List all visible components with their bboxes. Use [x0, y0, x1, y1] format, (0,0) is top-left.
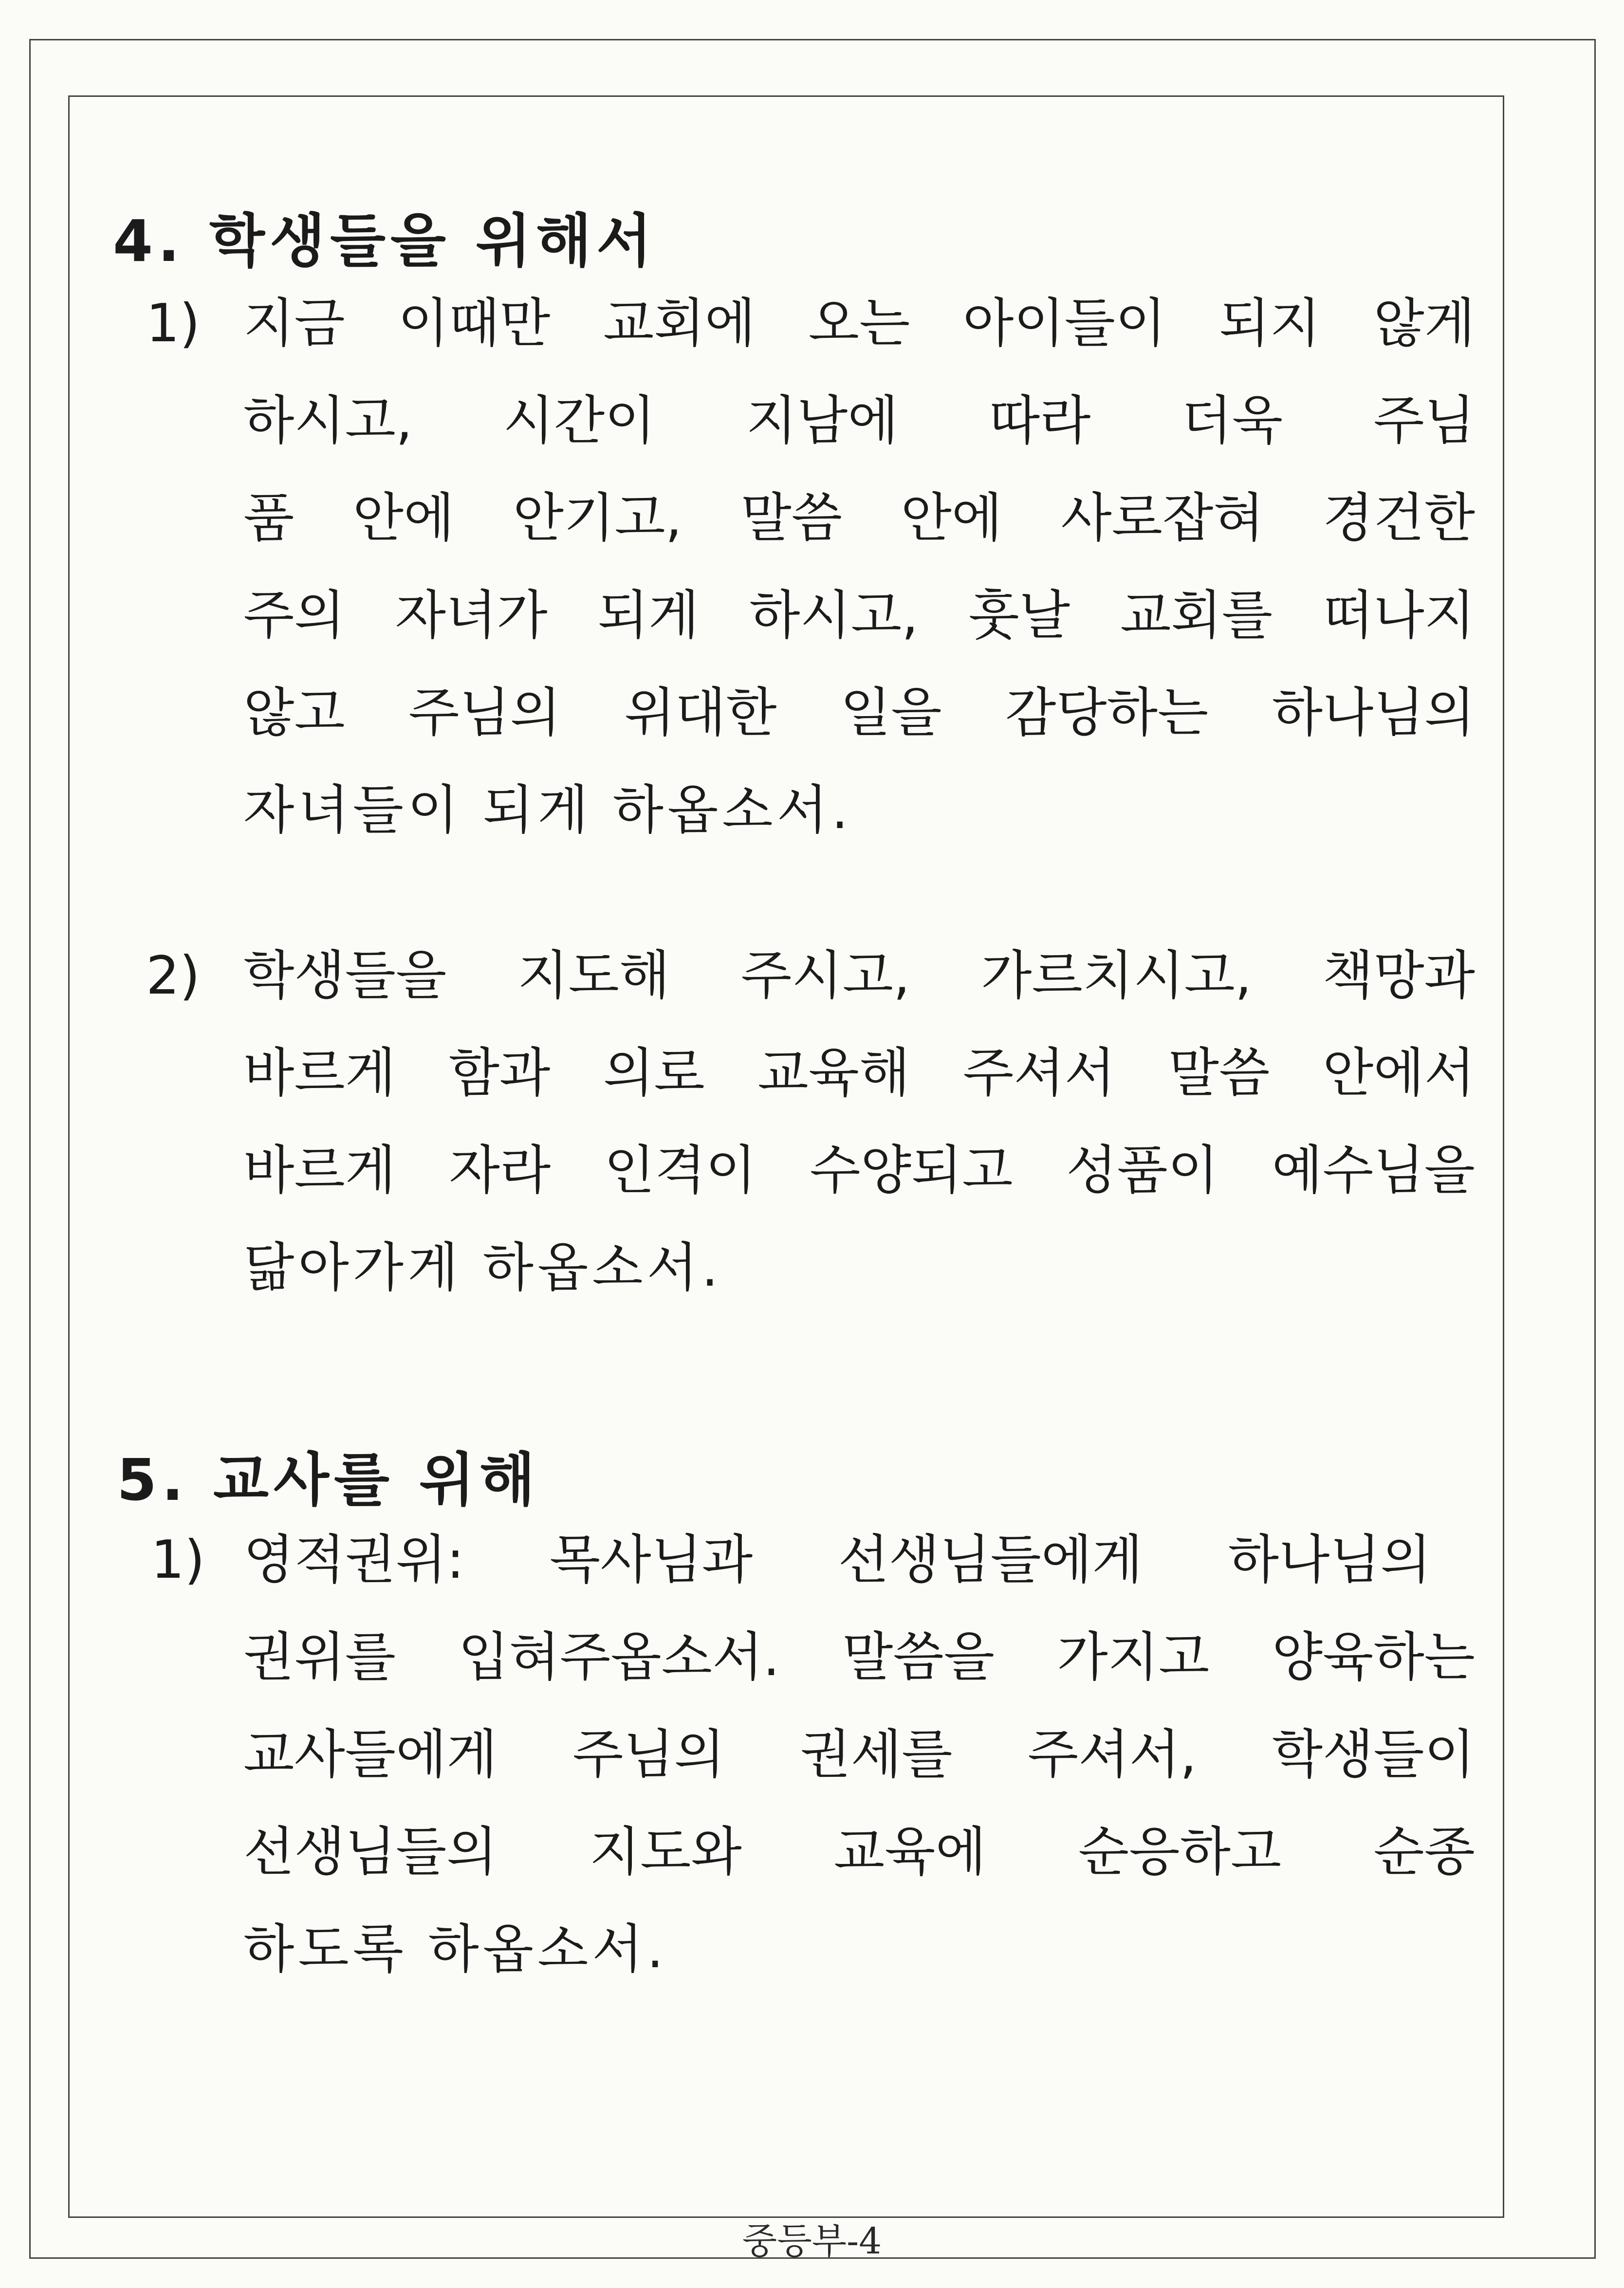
text-line: 선생님들의 지도와 교육에 순응하고 순종 [243, 1822, 1475, 1882]
text-line: 권위를 입혀주옵소서. 말씀을 가지고 양육하는 [243, 1627, 1475, 1688]
section-heading-students: 4. 학생들을 위해서 [113, 207, 657, 275]
section-heading-teachers: 5. 교사를 위해 [117, 1446, 540, 1513]
item-number: 1) [151, 1530, 205, 1590]
item-number: 2) [146, 945, 200, 1006]
text-line: 자녀들이 되게 하옵소서. [243, 780, 852, 841]
text-line: 닮아가게 하옵소서. [243, 1237, 722, 1298]
text-line: 품 안에 안기고, 말씀 안에 사로잡혀 경건한 [243, 488, 1475, 549]
text-line: 하도록 하옵소서. [243, 1919, 667, 1980]
text-line: 바르게 함과 의로 교육해 주셔서 말씀 안에서 [243, 1043, 1475, 1104]
text-line: 영적권위: 목사님과 선생님들에게 하나님의 [243, 1530, 1431, 1590]
item-number: 1) [146, 293, 200, 354]
text-line: 지금 이때만 교회에 오는 아이들이 되지 않게 [243, 293, 1475, 354]
text-line: 교사들에게 주님의 권세를 주셔서, 학생들이 [243, 1724, 1475, 1785]
page-footer: 중등부-4 [742, 2220, 882, 2262]
text-line: 바르게 자라 인격이 수양되고 성품이 예수님을 [243, 1140, 1475, 1201]
text-line: 주의 자녀가 되게 하시고, 훗날 교회를 떠나지 [243, 585, 1475, 646]
text-line: 않고 주님의 위대한 일을 감당하는 하나님의 [243, 683, 1475, 743]
text-line: 학생들을 지도해 주시고, 가르치시고, 책망과 [243, 945, 1475, 1006]
text-line: 하시고, 시간이 지남에 따라 더욱 주님 [243, 390, 1475, 451]
